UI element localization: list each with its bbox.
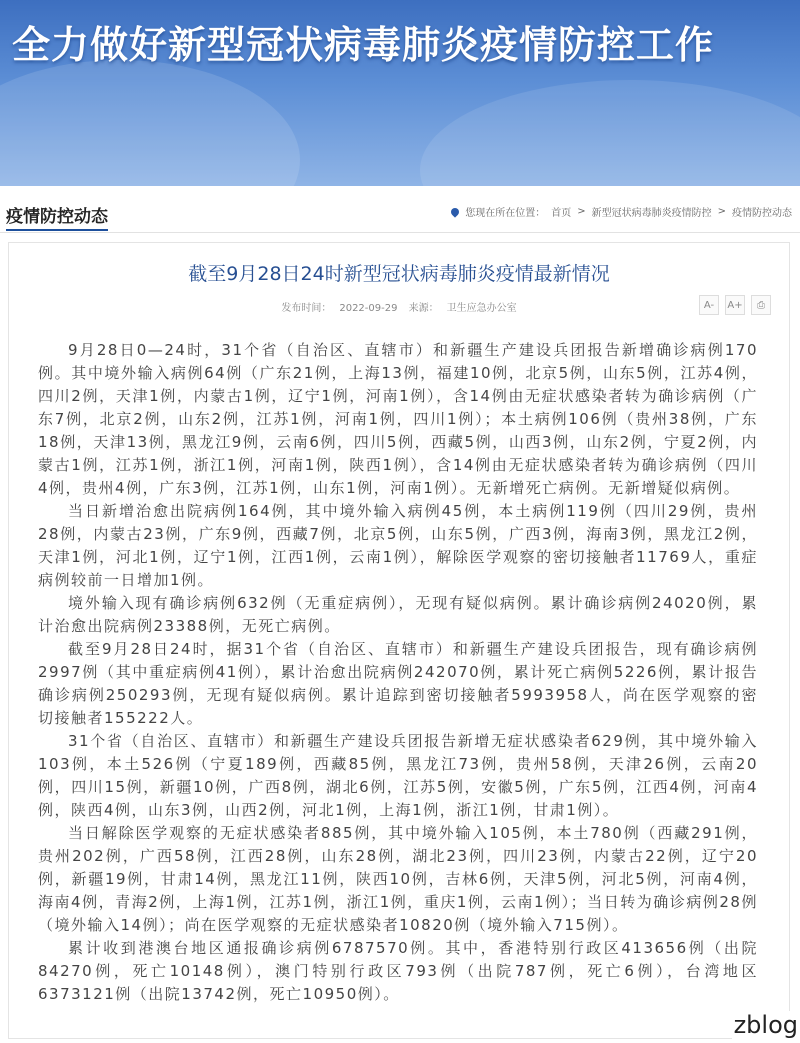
- section-title: 疫情防控动态: [6, 202, 108, 231]
- paragraph: 境外输入现有确诊病例632例（无重症病例），无现有疑似病例。累计确诊病例24020例，累计治愈出院病例23388例，无死亡病例。: [38, 594, 758, 635]
- article-tools: [699, 295, 771, 315]
- paragraph: 累计收到港澳台地区通报确诊病例6787570例。其中，香港特别行政区413656例（出院84270例，死亡10148例），澳门特别行政区793例（出院787例，死亡6例），台湾地区6373121例（出院13742例，死亡10950例）。: [38, 939, 758, 1003]
- article-title: 截至9月28日24时新型冠状病毒肺炎疫情最新情况: [188, 263, 610, 285]
- font-larger-button[interactable]: A+: [725, 295, 745, 315]
- paragraph: 31个省（自治区、直辖市）和新疆生产建设兵团报告新增无症状感染者629例，其中境外输入103例，本土526例（宁夏189例，西藏85例，黑龙江73例，贵州58例，天津26例，云南20例，四川15例，新疆10例，广西8例，湖北6例，江苏5例，安徽5例，广东5例，江西4例，河南4例，陕西4例，山东3例，山西2例，河北1例，上海1例，浙江1例，甘肃1例）。: [38, 732, 758, 819]
- banner: [0, 0, 800, 186]
- paragraph: 当日解除医学观察的无症状感染者885例，其中境外输入105例，本土780例（西藏291例，贵州202例，广西58例，江西28例，山东28例，湖北23例，四川23例，内蒙古22例，辽宁20例，新疆19例，甘肃14例，黑龙江11例，陕西10例，吉林6例，天津5例，河北5例，河南4例，海南4例，青海2例，上海1例，江苏1例，浙江1例，重庆1例，云南1例）；当日转为确诊病例28例（境外输入14例）；尚在医学观察的无症状感染者10820例（境外输入715例）。: [38, 824, 758, 934]
- breadcrumb-home[interactable]: 首页: [551, 208, 572, 219]
- article-meta: [9, 299, 789, 314]
- breadcrumb-prefix: 您现在所在位置：: [465, 208, 546, 219]
- article: [8, 242, 790, 1039]
- breadcrumb-covid[interactable]: 新型冠状病毒肺炎疫情防控: [591, 208, 712, 219]
- font-smaller-button[interactable]: A-: [699, 295, 719, 315]
- location-pin-icon: [450, 206, 461, 217]
- source: 卫生应急办公室: [446, 303, 517, 314]
- print-icon[interactable]: ⎙: [751, 295, 771, 315]
- section-header: [0, 196, 800, 233]
- source-label: 来源：: [408, 303, 439, 314]
- breadcrumb-current[interactable]: 疫情防控动态: [732, 208, 792, 219]
- paragraph: 截至9月28日24时，据31个省（自治区、直辖市）和新疆生产建设兵团报告，现有确诊病例2997例（其中重症病例41例），累计治愈出院病例242070例，累计死亡病例5226例，累计报告确诊病例250293例，无现有疑似病例。累计追踪到密切接触者5993958人，尚在医学观察的密切接触者155222人。: [38, 640, 758, 727]
- paragraph: 当日新增治愈出院病例164例，其中境外输入病例45例，本土病例119例（四川29例，贵州28例，内蒙古23例，广东9例，西藏7例，北京5例，山东5例，广西3例，海南3例，黑龙江2例，天津1例，河北1例，辽宁1例，江西1例，云南1例），解除医学观察的密切接触者11769人，重症病例较前一日增加1例。: [38, 502, 758, 589]
- banner-title: 全力做好新型冠状病毒肺炎疫情防控工作: [12, 23, 715, 67]
- watermark: zblog: [733, 1011, 798, 1039]
- article-body: [38, 339, 758, 1006]
- breadcrumb-separator: >: [717, 206, 726, 217]
- breadcrumb-separator: >: [577, 206, 586, 217]
- paragraph: 9月28日0—24时，31个省（自治区、直辖市）和新疆生产建设兵团报告新增确诊病例170例。其中境外输入病例64例（广东21例，上海13例，福建10例，北京5例，山东5例，江苏4例，四川2例，天津1例，内蒙古1例，辽宁1例，河南1例），含14例由无症状感染者转为确诊病例（广东7例，北京2例，山东2例，江苏1例，河南1例，四川1例）；本土病例106例（贵州38例，广东18例，天津13例，黑龙江9例，云南6例，四川5例，西藏5例，山西3例，山东2例，宁夏2例，内蒙古1例，江苏1例，浙江1例，河南1例，陕西1例），含14例由无症状感染者转为确诊病例（四川4例，贵州4例，广东3例，江苏1例，山东1例，河南1例）。无新增死亡病例。无新增疑似病例。: [38, 341, 758, 497]
- publish-label: 发布时间：: [281, 303, 332, 314]
- breadcrumb: [451, 204, 792, 219]
- publish-date: 2022-09-29: [339, 303, 398, 314]
